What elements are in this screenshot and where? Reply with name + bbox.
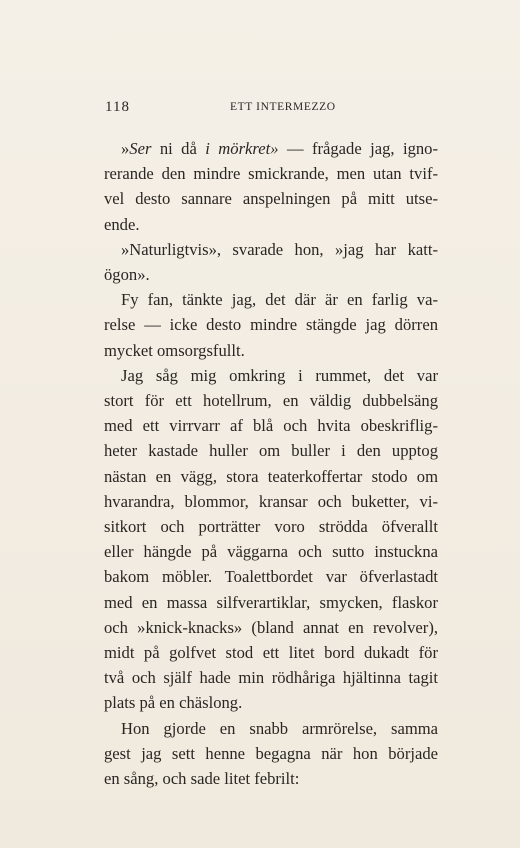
text-line: nästan en vägg, stora teaterkoffertar stodo om (104, 466, 438, 486)
text-line: ende. (104, 214, 140, 234)
text-line: mycket omsorgsfullt. (104, 340, 245, 360)
text-line: bakom möbler. Toalettbordet var öfverlastadt (104, 567, 438, 587)
text-line: eller hängde på väggarna och sutto instuckna (104, 542, 438, 562)
running-head: ETT INTERMEZZO (230, 101, 336, 113)
text-line: »Naturligtvis», svarade hon, »jag har katt- (121, 239, 438, 259)
paragraph (104, 363, 438, 716)
italic-text: i mörkret» (205, 139, 279, 158)
text-line: med en massa silfverartiklar, smycken, flaskor (104, 592, 438, 612)
text-line: gest jag sett henne begagna när hon började (104, 743, 438, 763)
text-line: ögon». (104, 265, 150, 285)
text-run: — frågade jag, igno- (278, 139, 438, 158)
text-line: med ett virrvarr af blå och hvita obeskriflig- (104, 416, 438, 436)
body-text (104, 136, 438, 791)
text-line: och »knick-knacks» (bland annat en revolver), (104, 617, 438, 637)
text-line: vel desto sannare anspelningen på mitt utse- (104, 189, 438, 209)
text-line: plats på en chäslong. (104, 693, 243, 713)
paragraph (104, 237, 438, 287)
quote-mark: » (121, 139, 130, 158)
text-line: hvarandra, blommor, kransar och buketter, vi- (104, 491, 438, 511)
text-line: sitkort och porträtter voro strödda öfverallt (104, 517, 438, 537)
paragraph (104, 136, 438, 237)
paragraph (104, 287, 438, 363)
page-header (105, 99, 431, 121)
text-line: Hon gjorde en snabb armrörelse, samma (121, 718, 438, 738)
text-line: heter kastade huller om buller i den upptog (104, 441, 438, 461)
italic-text: Ser (129, 139, 152, 158)
text-line: rerande den mindre smickrande, men utan tvif- (104, 164, 438, 184)
text-line: en sång, och sade litet febrilt: (104, 769, 300, 789)
text-line (104, 136, 438, 161)
page-number: 118 (105, 99, 130, 115)
text-line: Jag såg mig omkring i rummet, det var (121, 365, 438, 385)
text-line: midt på golfvet stod ett litet bord dukadt för (104, 643, 438, 663)
text-line: två och själf hade min rödhåriga hjältinna tagit (104, 668, 438, 688)
paragraph (104, 716, 438, 792)
text-line: Fy fan, tänkte jag, det där är en farlig va- (121, 290, 438, 310)
text-line: relse — icke desto mindre stängde jag dörren (104, 315, 438, 335)
text-line: stort för ett hotellrum, en väldig dubbelsäng (104, 391, 438, 411)
text-run: ni då (151, 139, 206, 158)
